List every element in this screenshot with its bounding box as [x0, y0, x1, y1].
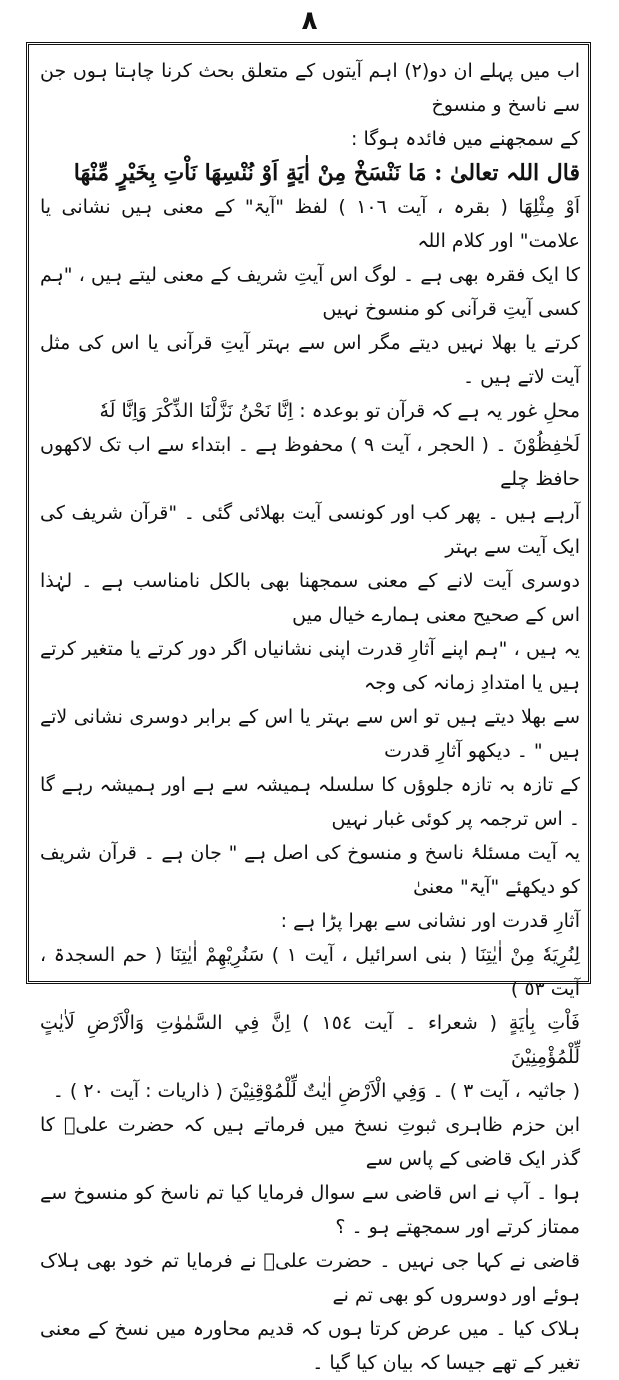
text-line: ہلاک کیا ۔ میں عرض کرتا ہوں کہ قدیم محاورہ میں نسخ کے معنی تغیر کے تھے جیسا کہ بیان کیا گیا ۔	[40, 1318, 580, 1374]
page-number: ٨	[301, 6, 318, 36]
text-line: اَوْ مِثْلِهَا ( بقرہ ، آیت ١٠٦ ) لفظ "آیۃ" کے معنی ہیں نشانی یا علامت" اور کلام اللہ	[40, 196, 580, 252]
text-line: کرتے یا بھلا نہیں دیتے مگر اس سے بہتر آیتِ قرآنی یا اس کی مثل آیت لاتے ہیں ۔	[40, 332, 580, 388]
text-line: یہ آیت مسئلۂ ناسخ و منسوخ کی اصل ہے " جان ہے ۔ قرآن شریف کو دیکھئے "آیۃ" معنیٰ	[40, 842, 580, 898]
text-line: کے سمجھنے میں فائدہ ہوگا :	[351, 128, 580, 150]
text-line: دوسری آیت لانے کے معنی سمجھنا بھی بالکل نامناسب ہے ۔ لہٰذا اس کے صحیح معنی ہمارے خیال میں	[40, 570, 580, 626]
quran-reference-line: فَاْتِ بِاٰيَةٍ ( شعراء ۔ آیت ١٥٤ ) اِنَّ فِي السَّمٰوٰتِ وَالْاَرْضِ لَاٰيٰتٍ لِّلْمُؤْمِنِيْنَ	[40, 1012, 580, 1068]
quran-verse-line: قال اللہ تعالیٰ : مَا نَنْسَخْ مِنْ اٰيَةٍ اَوْ نُنْسِهَا نَاْتِ بِخَيْرٍ مِّنْهَا	[73, 160, 580, 186]
quran-reference-line: لِنُرِيَهٗ مِنْ اٰيٰتِنَا ( بنی اسرائیل ، آیت ١ ) سَنُرِيْهِمْ اٰيٰتِنَا ( حم السجدۃ ، آیت ٥٣ )	[40, 944, 580, 1000]
text-line: قاضی نے کہا جی نہیں ۔ حضرت علیؓ نے فرمایا تم خود بھی ہلاک ہوئے اور دوسروں کو بھی تم نے	[40, 1250, 580, 1306]
text-line: کا ایک فقرہ بھی ہے ۔ لوگ اس آیتِ شریف کے معنی لیتے ہیں ، "ہم کسی آیتِ قرآنی کو منسوخ نہیں	[40, 264, 580, 320]
text-line: آثارِ قدرت اور نشانی سے بھرا پڑا ہے :	[280, 910, 580, 932]
text-line: ابن حزم ظاہری ثبوتِ نسخ میں فرماتے ہیں کہ حضرت علیؓ کا گذر ایک قاضی کے پاس سے	[40, 1114, 580, 1170]
text-line: لَحٰفِظُوْنَ ۔ ( الحجر ، آیت ٩ ) محفوظ ہے ۔ ابتداء سے اب تک لاکھوں حافظ چلے	[40, 434, 581, 490]
text-line: سے بھلا دیتے ہیں تو اس سے بہتر یا اس کے برابر دوسری نشانی لاتے ہیں " ۔ دیکھو آثارِ قدرت	[40, 706, 580, 762]
text-line: کے تازہ بہ تازہ جلوؤں کا سلسلہ ہمیشہ سے ہے اور ہمیشہ رہے گا ۔ اس ترجمہ پر کوئی غبار نہیں	[40, 774, 580, 830]
quran-reference-line: ( جاثیہ ، آیت ٣ ) ۔ وَفِي الْاَرْضِ اٰيٰتٌ لِّلْمُوْقِنِيْنَ ( ذاریات : آیت ٢٠ ) ۔	[52, 1080, 580, 1102]
page-text	[40, 54, 581, 1374]
text-line: آرہے ہیں ۔ پھر کب اور کونسی آیت بھلائی گئی ۔ "قرآن شریف کی ایک آیت سے بہتر	[40, 502, 580, 558]
text-line: اب میں پہلے ان دو(٢) اہم آیتوں کے متعلق بحث کرنا چاہتا ہوں جن سے ناسخ و منسوخ	[40, 60, 580, 116]
text-line: محلِ غور یہ ہے کہ قرآن تو بوعدہ : اِنَّا نَحْنُ نَزَّلْنَا الذِّكْرَ وَاِنَّا لَهٗ	[99, 400, 580, 422]
text-line: ہوا ۔ آپ نے اس قاضی سے سوال فرمایا کیا تم ناسخ کو منسوخ سے ممتاز کرتے اور سمجھتے ہو ۔ ؟	[40, 1182, 580, 1238]
text-line: یہ ہیں ، "ہم اپنے آثارِ قدرت اپنی نشانیاں اگر دور کرتے یا متغیر کرتے ہیں یا امتدادِ زمانہ کی وجہ	[40, 638, 580, 694]
